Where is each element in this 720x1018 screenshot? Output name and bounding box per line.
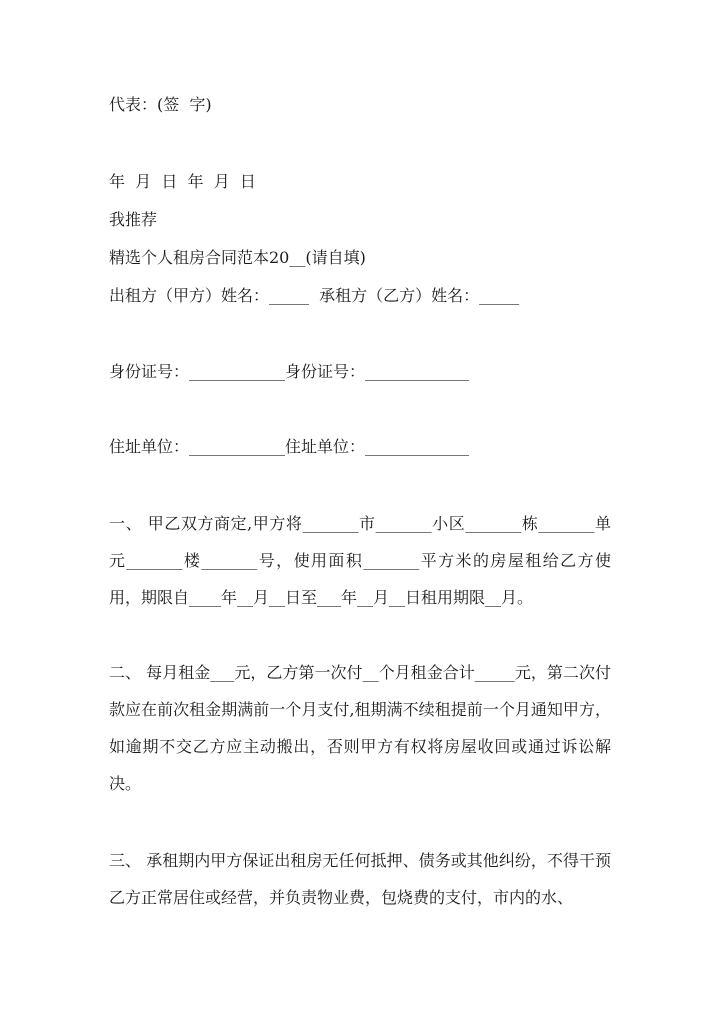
parties-line: 出租方（甲方）姓名：_____ 承租方（乙方）姓名：_____ [109, 286, 520, 305]
clause-2: 二、 每月租金___元，乙方第一次付__个月租金合计_____元，第二次付款应在前次租金期满前一个月支付,租期满不续租提前一个月通知甲方，如逾期不交乙方应主动搬出，否则甲方有权将房屋收回或通过诉讼解决。 [109, 663, 611, 793]
clause-3: 三、 承租期内甲方保证出租房无任何抵押、债务或其他纠纷，不得干预乙方正常居住或经营，并负责物业费，包烧费的支付，市内的水、 [109, 851, 611, 907]
document-title: 精选个人租房合同范本20__(请自填) [109, 248, 366, 267]
clause-1: 一、 甲乙双方商定,甲方将_______市_______小区_______栋_______单元_______楼_______号，使用面积_______平方米的房屋租给乙方使用，期限自____年__月__日至___年__月__日租用期限__月。 [109, 514, 611, 607]
date-line: 年 月 日 年 月 日 [109, 172, 256, 191]
id-number-line: 身份证号：____________身份证号：_____________ [109, 362, 470, 381]
recommend-label: 我推荐 [109, 210, 158, 229]
signature-line: 代表：(签 字) [109, 95, 212, 114]
address-line: 住址单位：____________住址单位：_____________ [109, 437, 470, 456]
